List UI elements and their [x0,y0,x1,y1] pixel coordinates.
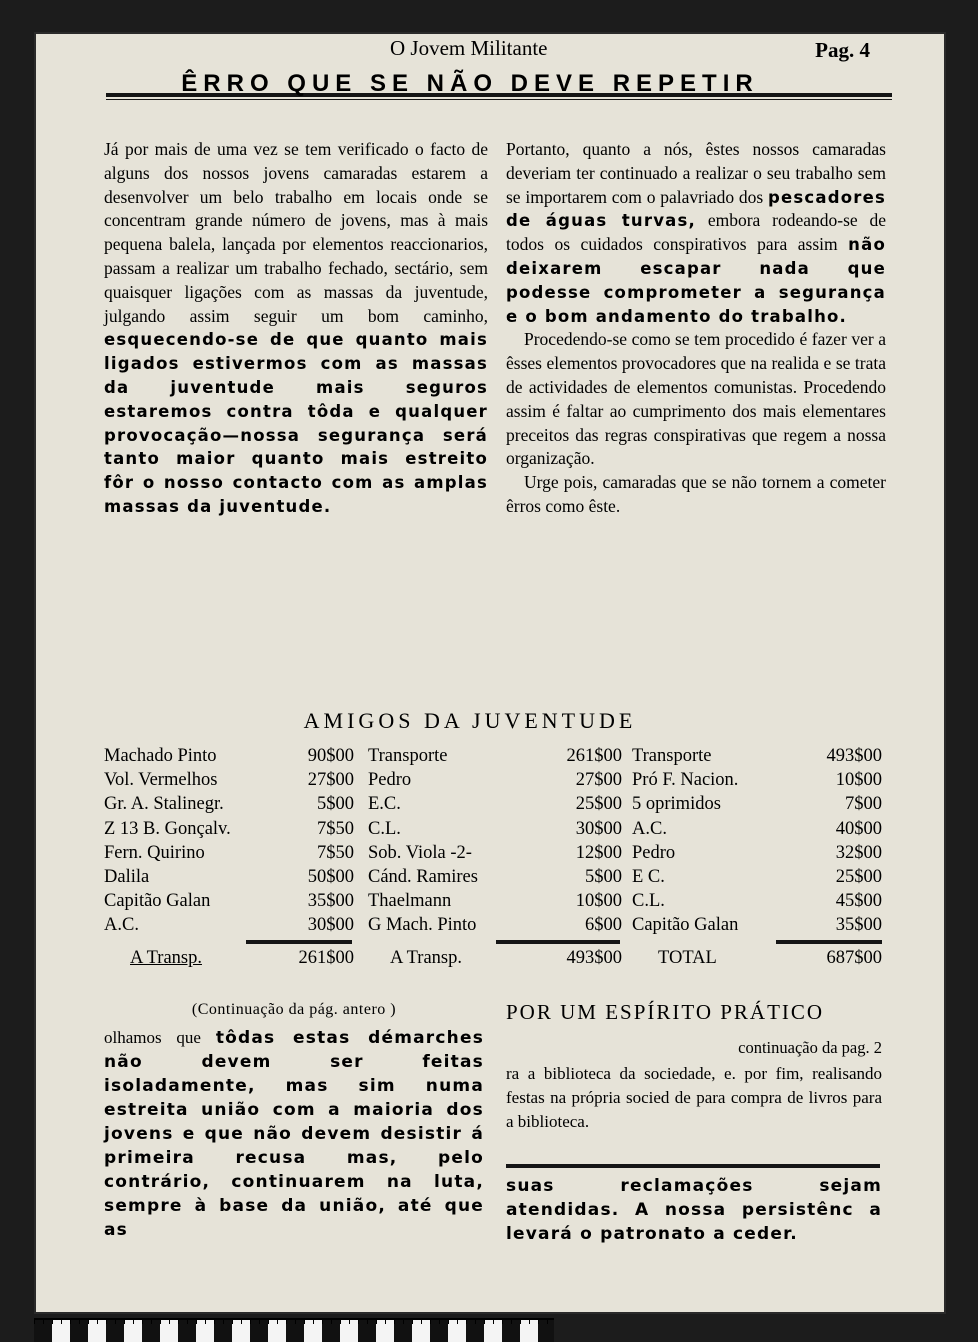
donor-row [104,889,354,913]
page-number: Pag. 4 [815,38,870,62]
donor-amount: 32$00 [835,842,882,863]
donor-row [368,817,622,841]
donor-row [368,841,622,865]
right-article-bold-b: não deixarem escapar nada que podesse comprometer a segurança e o bom andamento do trabalho. [506,235,886,326]
donor-amount: 7$50 [317,818,354,839]
donor-name: Pedro [368,770,412,791]
left-article-text: Já por mais de uma vez se tem verificado o facto de alguns dos nossos jovens camaradas estarem a desenvolver um belo trabalho em locais onde se concentram grande número de jovens, mas à mais pequena balela, lançada por elementos reaccionarios, passam a realizar um trabalho fechado, sectário, sem quaisquer ligações com as massas da juventude, julgando assim seguir um bom caminho, [104,139,488,326]
donor-name: Capitão Galan [632,915,739,936]
donor-amount: 25$00 [575,794,622,815]
donor-row [104,792,354,816]
donor-row [632,744,882,768]
page-header [70,36,870,66]
donor-name: Transporte [632,746,712,766]
donor-amount: 30$00 [575,818,622,839]
donor-amount: 7$00 [845,794,882,815]
donor-row [104,841,354,865]
donor-amount: 7$50 [317,842,354,863]
header-rule-thin [106,99,892,100]
donor-name: A.C. [104,915,139,936]
bottom-right-bold: suas reclamações sejam atendidas. A nossa persistênc a levará o patronato a ceder. [506,1176,882,1244]
donor-row [632,792,882,816]
donor-row [632,865,882,889]
donors-column-1 [104,744,354,970]
bottom-right-bold-block [506,1174,882,1246]
donor-row [368,889,622,913]
right-article-para-3: Urge pois, camaradas que se não tornem a cometer êrros como êste. [506,472,886,516]
ruler-ticks [34,1318,554,1324]
donor-row [104,744,354,768]
donor-row [368,768,622,792]
right-article-text-a: Portanto, quanto a nós, êstes nossos camaradas deveriam ter continuado a realizar o seu trabalho sem se importarem com o palavriado dos [506,139,886,207]
donor-name: G Mach. Pinto [368,915,477,936]
bottom-left-bold: tôdas estas démarches não devem ser feitas isoladamente, mas sim numa estreita união com a maioria dos jovens e que não devem desistir á primeira recusa mas, pelo contrário, continuarem na luta, sempre à base da união, até que as [104,1028,485,1240]
donor-amount: 261$00 [566,746,622,766]
right-article [506,138,886,519]
donor-row [632,913,882,937]
donor-name: Gr. A. Stalinegr. [104,794,224,815]
donor-name: Thaelmann [368,891,452,912]
donor-amount: 50$00 [307,866,354,887]
left-article [104,138,488,519]
donor-name: Dalila [104,866,150,887]
donor-name: Cánd. Ramires [368,866,478,887]
donor-name: A.C. [632,818,667,839]
donor-name: Fern. Quirino [104,842,205,863]
donors-col3-total-rule [776,940,882,944]
donors-col1-total: A Transp. 261$00 [130,947,354,968]
donor-row [368,744,622,768]
donor-name: Pedro [632,842,676,863]
donor-amount: 45$00 [835,891,882,912]
right-article-text-c: embora rodeando-se de todos os cuidados conspirativos para assim [506,210,886,255]
donor-row [632,889,882,913]
donor-row [104,768,354,792]
donor-name: Pró F. Nacion. [632,770,739,791]
donor-name: 5 oprimidos [632,794,721,815]
donor-amount: 5$00 [585,866,622,887]
donor-amount: 27$00 [307,770,354,791]
donor-row [368,792,622,816]
bottom-right-text: ra a biblioteca da sociedade, e. por fim, realisando festas na própria socied de para compra de livros para a biblioteca. [506,1064,882,1131]
continuation-note: continuação da pag. 2 [738,1038,882,1057]
donors-column-3 [632,744,882,970]
continuation-caption: (Continuação da pág. antero ) [191,1001,397,1018]
right-article-para-2: Procedendo-se como se tem procedido é fazer ver a êsses elementos provocadores que na realida e se trata de actividades de elementos comunistas. Procedendo assim é faltar ao cumprimento dos mais elementares preceitos das regras conspirativas que regem a nossa organização. [506,329,886,469]
donor-name: C.L. [632,891,665,912]
donor-amount: 6$00 [585,915,622,936]
bottom-right-heading: POR UM ESPÍRITO PRÁTICO [506,1000,825,1024]
donor-amount: 5$00 [317,794,354,815]
left-article-bold: esquecendo-se de que quanto mais ligados estivermos com as massas da juventude mais seguros estaremos contra tôda e qualquer provocação—nossa segurança será tanto maior quanto mais estreito fôr o nosso contacto com as amplas massas da juventude. [104,330,488,516]
donor-row [368,913,622,937]
donor-amount: 493$00 [826,746,882,766]
headline: ÊRRO QUE SE NÃO DEVE REPETIR [181,70,759,97]
donor-name: Transporte [368,746,448,766]
donor-amount: 35$00 [307,891,354,912]
donor-amount: 35$00 [835,915,882,936]
donor-row [104,817,354,841]
donor-amount: 12$00 [575,842,622,863]
right-article-bold-a: pescadores de águas turvas, [506,187,886,231]
donor-row [632,841,882,865]
donors-col2-total: A Transp. 493$00 [390,947,622,968]
donor-amount: 25$00 [835,866,882,887]
donor-name: Machado Pinto [104,746,217,766]
donors-col2-total-rule [496,940,620,944]
donor-row [368,865,622,889]
donor-amount: 90$00 [307,746,354,766]
donor-name: Z 13 B. Gonçalv. [104,818,231,839]
bottom-left-article [104,998,484,1242]
donor-name: E C. [632,866,665,887]
donor-row [632,768,882,792]
donor-row [104,865,354,889]
donor-amount: 27$00 [575,770,622,791]
donor-name: Vol. Vermelhos [104,770,218,791]
donor-amount: 10$00 [835,770,882,791]
donor-name: E.C. [368,794,401,815]
donor-amount: 40$00 [835,818,882,839]
donor-name: Capitão Galan [104,891,211,912]
bottom-right-article [506,1036,882,1134]
donor-amount: 30$00 [307,915,354,936]
donor-row [104,913,354,937]
bottom-right-rule [506,1164,880,1168]
donor-row [632,817,882,841]
donors-col1-total-rule [246,940,352,944]
publication-title: O Jovem Militante [390,36,548,60]
donor-amount: 10$00 [575,891,622,912]
donor-name: C.L. [368,818,401,839]
donor-name: Sob. Viola -2- [368,842,472,863]
donors-col3-total: TOTAL 687$00 [658,947,882,968]
donors-title: AMIGOS DA JUVENTUDE [303,708,637,733]
donors-column-2 [368,744,622,970]
bottom-left-text: olhamos que [104,1028,201,1047]
